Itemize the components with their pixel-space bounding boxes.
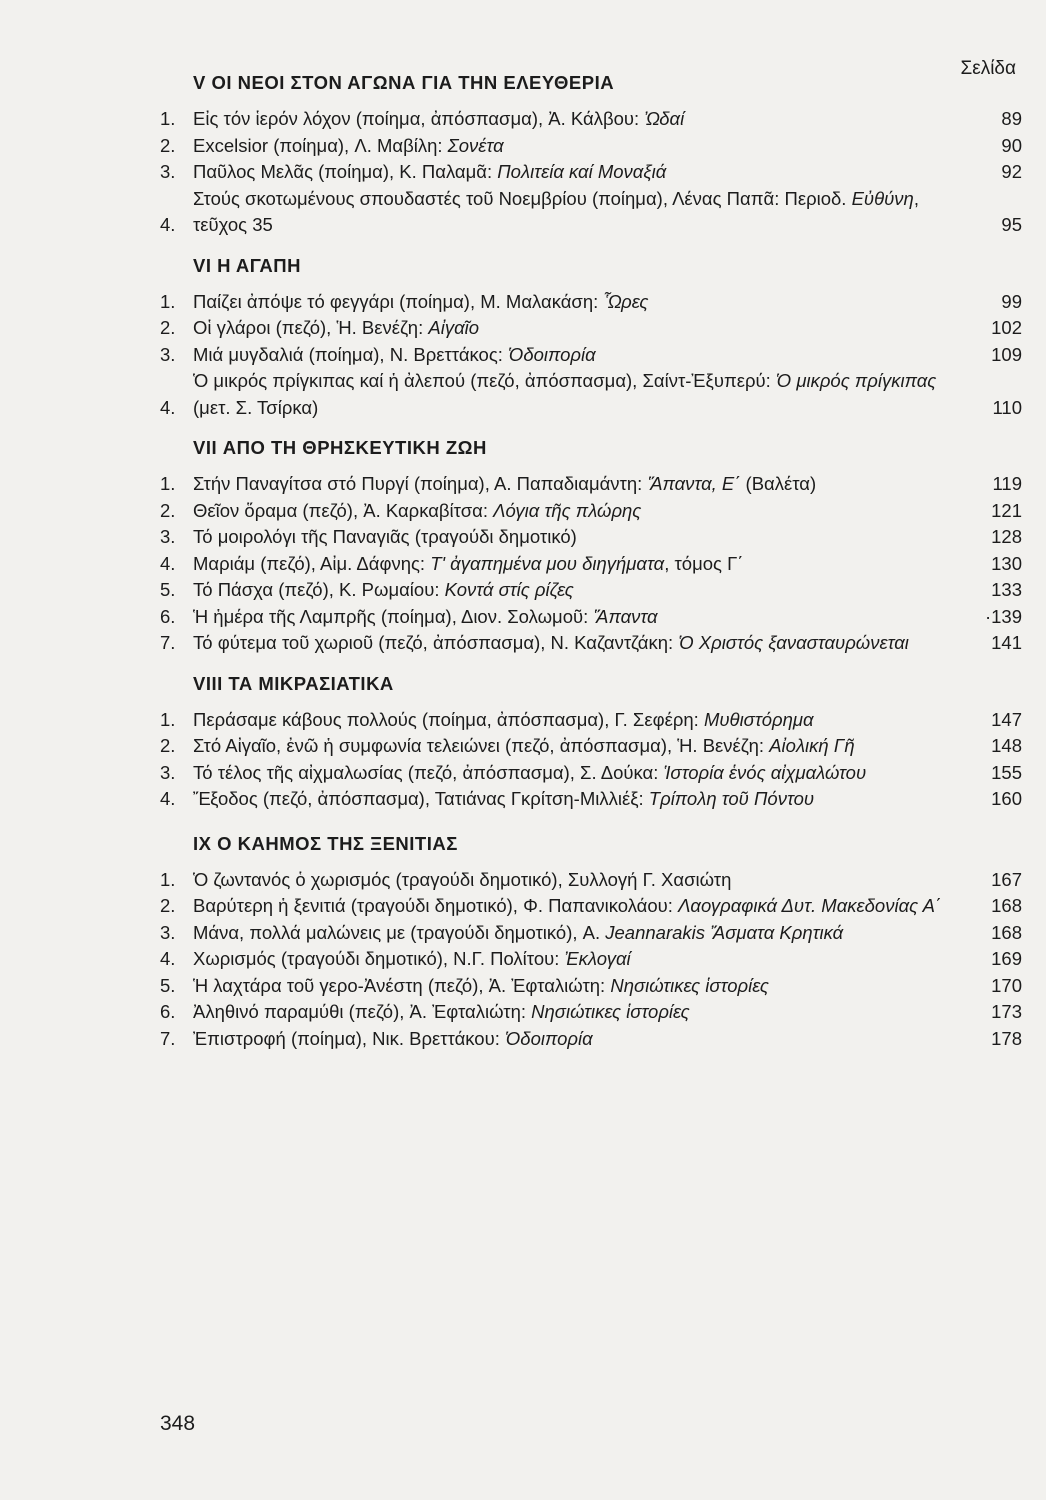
entry-title: Ὁ μικρός πρίγκιπας καί ἡ ἀλεπού (πεζό, ἀπόσπασμα), Σαίντ-Ἐξυπερύ: bbox=[193, 370, 776, 391]
entry-number: 5. bbox=[160, 579, 176, 600]
entry-page-number: 169 bbox=[991, 948, 1022, 969]
entry-title: Οἱ γλάροι (πεζό), Ἡ. Βενέζη: bbox=[193, 317, 429, 338]
entry-source: Ἱστορία ἑνός αἰχμαλώτου bbox=[663, 761, 867, 783]
entry-title: Ἔξοδος (πεζό, ἀπόσπασμα), Τατιάνας Γκρίτση-Μιλλιέξ: bbox=[193, 788, 649, 809]
entry-title: Βαρύτερη ἡ ξενιτιά (τραγούδι δημοτικό), Φ. Παπανικολάου: bbox=[193, 895, 679, 916]
entry-source: Τρίπολη τοῦ Πόντου bbox=[648, 788, 815, 809]
toc-entry bbox=[160, 368, 1022, 421]
toc-entry bbox=[160, 524, 1022, 551]
entry-page-number: 128 bbox=[991, 526, 1022, 547]
entry-page-number: 173 bbox=[991, 1001, 1022, 1022]
entry-title: Στούς σκοτωμένους σπουδαστές τοῦ Νοεμβρίου (ποίημα), Λένας Παπᾶ: Περιοδ. bbox=[193, 187, 852, 209]
page-number: 348 bbox=[160, 1412, 196, 1435]
entry-number: 1. bbox=[160, 108, 176, 129]
entry-text bbox=[193, 289, 984, 316]
entry-page-number: 167 bbox=[991, 868, 1022, 890]
entry-text bbox=[193, 733, 984, 760]
entry-number: 6. bbox=[160, 1001, 176, 1022]
entry-number: 4. bbox=[160, 948, 176, 969]
entry-page-number: 168 bbox=[991, 895, 1022, 916]
entry-text bbox=[193, 315, 984, 342]
toc-entry bbox=[160, 315, 1022, 342]
toc-entry bbox=[160, 999, 1022, 1026]
toc-entry bbox=[160, 577, 1022, 604]
entry-text bbox=[193, 498, 984, 525]
entry-title: Τό φύτεμα τοῦ χωριοῦ (πεζό, ἀπόσπασμα), Ν. Καζαντζάκη: bbox=[193, 632, 679, 653]
entry-number: 1. bbox=[160, 473, 176, 494]
toc-entry bbox=[160, 760, 1022, 787]
entry-text bbox=[193, 920, 984, 947]
entry-source: Νησιώτικες ἱστορίες bbox=[531, 1001, 690, 1022]
toc-section bbox=[160, 253, 1022, 422]
toc-entry bbox=[160, 604, 1022, 631]
entry-source: Μυθιστόρημα bbox=[703, 708, 814, 730]
entry-number: 1. bbox=[160, 290, 176, 312]
section-title: VIII ΤΑ ΜΙΚΡΑΣΙΑΤΙΚΑ bbox=[193, 672, 394, 694]
entry-page-number: 102 bbox=[991, 317, 1022, 338]
entry-text bbox=[193, 524, 984, 551]
entry-text bbox=[193, 786, 984, 813]
entry-number: 3. bbox=[160, 526, 176, 547]
entry-title: Ἡ ἡμέρα τῆς Λαμπρῆς (ποίημα), Διον. Σολωμοῦ: bbox=[193, 605, 594, 627]
toc-entry bbox=[160, 946, 1022, 973]
entry-text bbox=[193, 973, 984, 1000]
entry-source: Πολιτεία καί Μοναξιά bbox=[497, 161, 667, 182]
entry-title: Τό μοιρολόγι τῆς Παναγιᾶς (τραγούδι δημοτικό) bbox=[193, 526, 577, 547]
entry-page-number: 147 bbox=[991, 708, 1022, 730]
entry-number: 7. bbox=[160, 1027, 176, 1049]
entry-page-number: ·139 bbox=[984, 605, 1022, 627]
entry-text bbox=[193, 551, 984, 578]
entry-page-number: 119 bbox=[992, 473, 1022, 494]
toc-entry bbox=[160, 920, 1022, 947]
entry-page-number: 89 bbox=[1001, 108, 1022, 129]
entry-page-number: 130 bbox=[991, 552, 1022, 574]
entry-number: 2. bbox=[160, 735, 176, 756]
entry-page-number: 155 bbox=[991, 761, 1022, 783]
entry-title: Στήν Παναγίτσα στό Πυργί (ποίημα), Α. Παπαδιαμάντη: bbox=[193, 473, 648, 494]
entry-source: Λόγια τῆς πλώρης bbox=[493, 499, 642, 521]
toc-entry bbox=[160, 289, 1022, 316]
entry-source: Ἅπαντα bbox=[593, 605, 658, 627]
entry-page-number: 178 bbox=[991, 1027, 1022, 1049]
entry-page-number: 95 bbox=[1001, 214, 1022, 235]
entry-title: Παῦλος Μελᾶς (ποίημα), Κ. Παλαμᾶ: bbox=[193, 161, 498, 182]
entry-title: Τό τέλος τῆς αἰχμαλωσίας (πεζό, ἀπόσπασμα), Σ. Δούκα: bbox=[193, 761, 664, 783]
section-title: IX Ο ΚΑΗΜΟΣ ΤΗΣ ΞΕΝΙΤΙΑΣ bbox=[193, 832, 458, 854]
table-of-contents bbox=[160, 70, 1022, 1052]
entry-page-number: 92 bbox=[1001, 161, 1022, 182]
toc-entry bbox=[160, 342, 1022, 369]
entry-number: 4. bbox=[160, 552, 176, 574]
entry-number: 7. bbox=[160, 632, 176, 653]
toc-entry bbox=[160, 551, 1022, 578]
entry-page-number: 148 bbox=[991, 735, 1022, 756]
entry-number: 4. bbox=[160, 396, 176, 418]
entry-title: Μάνα, πολλά μαλώνεις με (τραγούδι δημοτικό), A. bbox=[193, 921, 606, 943]
toc-entry bbox=[160, 159, 1022, 186]
entry-page-number: 160 bbox=[991, 788, 1022, 809]
entry-source: Αἰγαῖο bbox=[428, 317, 480, 338]
entry-text bbox=[193, 630, 984, 657]
entry-number: 1. bbox=[160, 868, 176, 890]
entry-title: Ὁ ζωντανός ὁ χωρισμός (τραγούδι δημοτικό), Συλλογή Γ. Χασιώτη bbox=[193, 868, 732, 890]
entry-text bbox=[193, 760, 984, 787]
entry-number: 5. bbox=[160, 974, 176, 996]
entry-title: Τό Πάσχα (πεζό), Κ. Ρωμαίου: bbox=[193, 579, 445, 600]
entry-source-detail: (μετ. Σ. Τσίρκα) bbox=[193, 396, 319, 418]
toc-entry bbox=[160, 186, 1022, 239]
toc-entry bbox=[160, 630, 1022, 657]
entry-text bbox=[193, 946, 984, 973]
entry-title: Ἐπιστροφή (ποίημα), Νικ. Βρεττάκου: bbox=[193, 1027, 505, 1049]
entry-title: Θεῖον ὅραμα (πεζό), Ἀ. Καρκαβίτσα: bbox=[193, 499, 494, 521]
entry-number: 3. bbox=[160, 343, 176, 365]
entry-number: 4. bbox=[160, 214, 176, 235]
entry-title: Περάσαμε κάβους πολλούς (ποίημα, ἀπόσπασμα), Γ. Σεφέρη: bbox=[193, 708, 704, 730]
entry-number: 4. bbox=[160, 788, 176, 809]
entry-source: Ὁδοιπορία bbox=[505, 1027, 593, 1049]
toc-entry bbox=[160, 707, 1022, 734]
entry-source: Λαογραφικά Δυτ. Μακεδονίας Α΄ bbox=[678, 895, 942, 916]
toc-entry bbox=[160, 973, 1022, 1000]
entry-page-number: 170 bbox=[991, 974, 1022, 996]
entry-text bbox=[193, 106, 984, 133]
entry-number: 1. bbox=[160, 708, 176, 730]
toc-section bbox=[160, 671, 1022, 813]
entry-source-detail: , τεῦχος 35 bbox=[193, 187, 919, 235]
entry-number: 2. bbox=[160, 499, 176, 521]
entry-number: 3. bbox=[160, 161, 176, 182]
entry-source: Ὁ Χριστός ξανασταυρώνεται bbox=[678, 632, 909, 653]
entry-title: Μαριάμ (πεζό), Αἰμ. Δάφνης: bbox=[193, 552, 431, 574]
toc-entry bbox=[160, 893, 1022, 920]
entry-number: 3. bbox=[160, 761, 176, 783]
toc-section bbox=[160, 831, 1022, 1053]
entry-text bbox=[193, 1026, 984, 1053]
entry-source: Ὁδοιπορία bbox=[508, 343, 596, 365]
entry-page-number: 109 bbox=[991, 343, 1022, 365]
entry-title: Χωρισμός (τραγούδι δημοτικό), Ν.Γ. Πολίτου: bbox=[193, 948, 565, 969]
entry-title: Στό Αἰγαῖο, ἐνῶ ἡ συμφωνία τελειώνει (πεζό, ἀπόσπασμα), Ἡ. Βενέζη: bbox=[193, 735, 770, 756]
entry-text bbox=[193, 999, 984, 1026]
toc-entry bbox=[160, 1026, 1022, 1053]
entry-page-number: 121 bbox=[991, 499, 1022, 521]
entry-source: Αἰολική Γῆ bbox=[769, 735, 855, 756]
toc-entry bbox=[160, 498, 1022, 525]
entry-source: Σονέτα bbox=[447, 134, 504, 156]
entry-title: Ἀληθινό παραμύθι (πεζό), Ἀ. Ἐφταλιώτη: bbox=[193, 1001, 532, 1022]
section-title: VI Η ΑΓΑΠΗ bbox=[193, 254, 301, 276]
entry-text bbox=[193, 867, 984, 894]
entry-source: Νησιώτικες ἱστορίες bbox=[610, 974, 769, 996]
entry-text bbox=[193, 707, 984, 734]
entry-text bbox=[193, 893, 984, 920]
entry-source: Ἐκλογαί bbox=[564, 948, 631, 969]
toc-entry bbox=[160, 471, 1022, 498]
entry-title: Εἰς τόν ἱερόν λόχον (ποίημα, ἀπόσπασμα), Ἀ. Κάλβου: bbox=[193, 108, 645, 129]
entry-page-number: 133 bbox=[991, 579, 1022, 600]
toc-entry bbox=[160, 106, 1022, 133]
entry-title: Ἡ λαχτάρα τοῦ γερο-Ἀνέστη (πεζό), Ἀ. Ἐφταλιώτη: bbox=[193, 974, 611, 996]
entry-source: Ὁ μικρός πρίγκιπας bbox=[775, 370, 937, 391]
entry-text bbox=[193, 604, 984, 631]
entry-page-number: 110 bbox=[992, 396, 1022, 418]
entry-source: Ὧρες bbox=[603, 290, 649, 312]
toc-entry bbox=[160, 786, 1022, 813]
entry-text bbox=[193, 159, 984, 186]
entry-source: Κοντά στίς ρίζες bbox=[444, 579, 574, 600]
entry-page-number: 168 bbox=[991, 921, 1022, 943]
section-title: V ΟΙ ΝΕΟΙ ΣΤΟΝ ΑΓΩΝΑ ΓΙΑ ΤΗΝ ΕΛΕΥΘΕΡΙΑ bbox=[193, 72, 615, 93]
entry-text bbox=[193, 368, 984, 421]
entry-page-number: 99 bbox=[1001, 290, 1022, 312]
toc-entry bbox=[160, 733, 1022, 760]
entry-source: Jeannarakis Ἄσματα Κρητικά bbox=[605, 921, 844, 943]
entry-title: Μιά μυγδαλιά (ποίημα), Ν. Βρεττάκος: bbox=[193, 343, 509, 365]
entry-source: Τ' ἀγαπημένα μου διηγήματα bbox=[430, 552, 665, 574]
toc-entry bbox=[160, 133, 1022, 160]
entry-source: Εὐθύνη bbox=[851, 187, 914, 209]
entry-text bbox=[193, 471, 984, 498]
page-column-header: Σελίδα bbox=[960, 58, 1016, 79]
entry-title: Excelsior (ποίημα), Λ. Μαβίλη: bbox=[193, 134, 448, 156]
toc-section bbox=[160, 435, 1022, 657]
entry-number: 3. bbox=[160, 921, 176, 943]
entry-text bbox=[193, 342, 984, 369]
entry-number: 2. bbox=[160, 134, 176, 156]
entry-number: 2. bbox=[160, 895, 176, 916]
entry-source-detail: , τόμος Γ΄ bbox=[664, 552, 744, 574]
entry-source: Ἅπαντα, Ε΄ bbox=[647, 473, 741, 494]
toc-entry bbox=[160, 867, 1022, 894]
entry-title: Παίζει ἀπόψε τό φεγγάρι (ποίημα), Μ. Μαλακάση: bbox=[193, 290, 604, 312]
entry-number: 6. bbox=[160, 605, 176, 627]
entry-source-detail: (Βαλέτα) bbox=[740, 473, 817, 494]
entry-number: 2. bbox=[160, 317, 176, 338]
entry-page-number: 141 bbox=[991, 632, 1022, 653]
section-title: VII ΑΠΟ ΤΗ ΘΡΗΣΚΕΥΤΙΚΗ ΖΩΗ bbox=[193, 437, 487, 458]
entry-text bbox=[193, 186, 984, 239]
entry-text bbox=[193, 133, 984, 160]
toc-section bbox=[160, 70, 1022, 239]
entry-source: Ὠδαί bbox=[644, 108, 685, 129]
entry-text bbox=[193, 577, 984, 604]
entry-page-number: 90 bbox=[1001, 134, 1022, 156]
